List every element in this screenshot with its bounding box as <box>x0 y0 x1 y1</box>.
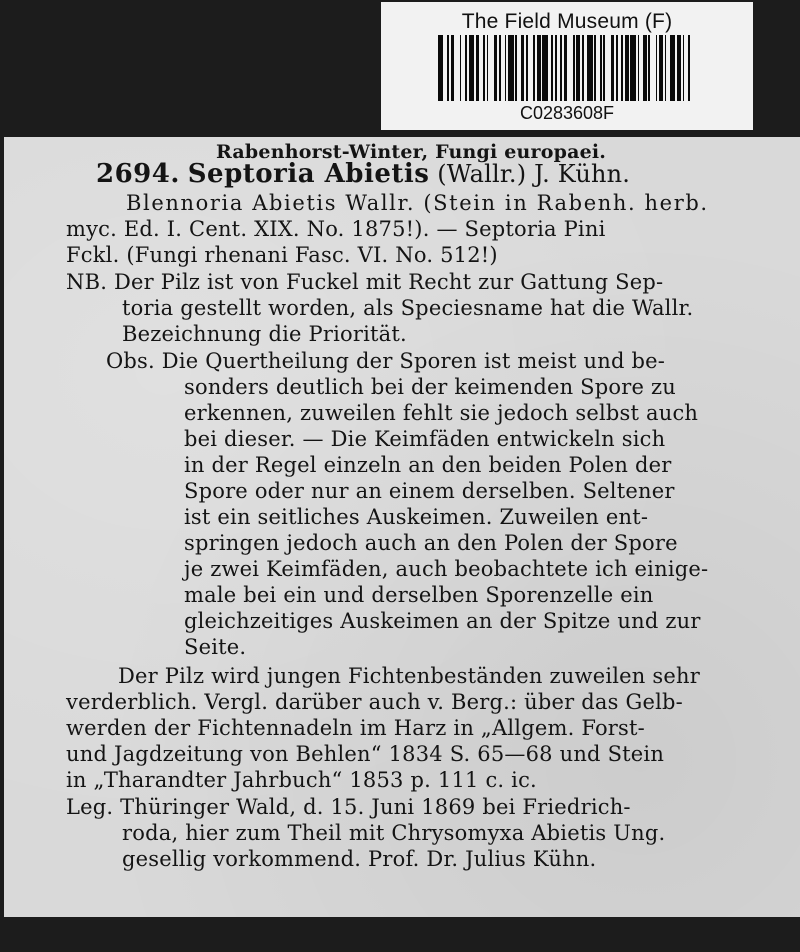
species-name: Septoria Abietis <box>187 159 430 189</box>
text-line: bei dieser. — Die Keimfäden entwickeln sich <box>184 427 666 451</box>
text-line: NB. Der Pilz ist von Fuckel mit Recht zur Gattung Sep- <box>66 270 664 294</box>
text-line: Der Pilz wird jungen Fichtenbeständen zuweilen sehr <box>118 664 700 688</box>
text-line: male bei ein und derselben Sporenzelle ein <box>184 583 654 607</box>
text-line: Leg. Thüringer Wald, d. 15. Juni 1869 bei Friedrich- <box>66 795 631 819</box>
text-line: Obs. Die Quertheilung der Sporen ist meist und be- <box>106 349 666 373</box>
series-header: Rabenhorst-Winter, Fungi europaei. <box>216 141 607 163</box>
text-line: springen jedoch auch an den Polen der Spore <box>184 531 678 555</box>
text-line: toria gestellt worden, als Speciesname hat die Wallr. <box>122 296 694 320</box>
text-line: und Jagdzeitung von Behlen“ 1834 S. 65—68 und Stein <box>66 742 665 766</box>
text-line: ist ein seitliches Auskeimen. Zuweilen ent- <box>184 505 649 529</box>
barcode-bar <box>690 35 695 101</box>
author-abbrev: (Wallr.) <box>437 160 527 188</box>
text-line: in „Tharandter Jahrbuch“ 1853 p. 111 c. ic. <box>66 768 537 792</box>
institution-name: The Field Museum (F) <box>461 10 673 33</box>
barcode-label <box>381 2 753 130</box>
barcode <box>438 35 696 101</box>
text-line: gesellig vorkommend. Prof. Dr. Julius Kühn. <box>122 847 597 871</box>
text-line: sonders deutlich bei der keimenden Spore zu <box>184 375 676 399</box>
text-line: werden der Fichtennadeln im Harz in „Allgem. Forst- <box>66 716 645 740</box>
text-line: Fckl. (Fungi rhenani Fasc. VI. No. 512!) <box>66 243 498 267</box>
specimen-label <box>4 137 800 917</box>
exsiccata-number: 2694. <box>96 159 180 189</box>
text-line: in der Regel einzeln an den beiden Polen der <box>184 453 672 477</box>
text-line: je zwei Keimfäden, auch beobachtete ich einige- <box>184 557 709 581</box>
species-title <box>96 159 631 189</box>
text-line: Seite. <box>184 635 247 659</box>
text-line: Blennoria Abietis Wallr. (Stein in Rabenh. herb. <box>126 191 709 215</box>
author-name: J. Kühn. <box>526 160 631 188</box>
text-line: verderblich. Vergl. darüber auch v. Berg.: über das Gelb- <box>66 690 683 714</box>
text-line: roda, hier zum Theil mit Chrysomyxa Abietis Ung. <box>122 821 666 845</box>
text-line: erkennen, zuweilen fehlt sie jedoch selbst auch <box>184 401 699 425</box>
text-line: Bezeichnung die Priorität. <box>122 322 407 346</box>
text-line: gleichzeitiges Auskeimen an der Spitze und zur <box>184 609 701 633</box>
catalog-number: C0283608F <box>519 103 615 123</box>
text-line: Spore oder nur an einem derselben. Seltener <box>184 479 675 503</box>
text-line: myc. Ed. I. Cent. XIX. No. 1875!). — Septoria Pini <box>66 217 606 241</box>
